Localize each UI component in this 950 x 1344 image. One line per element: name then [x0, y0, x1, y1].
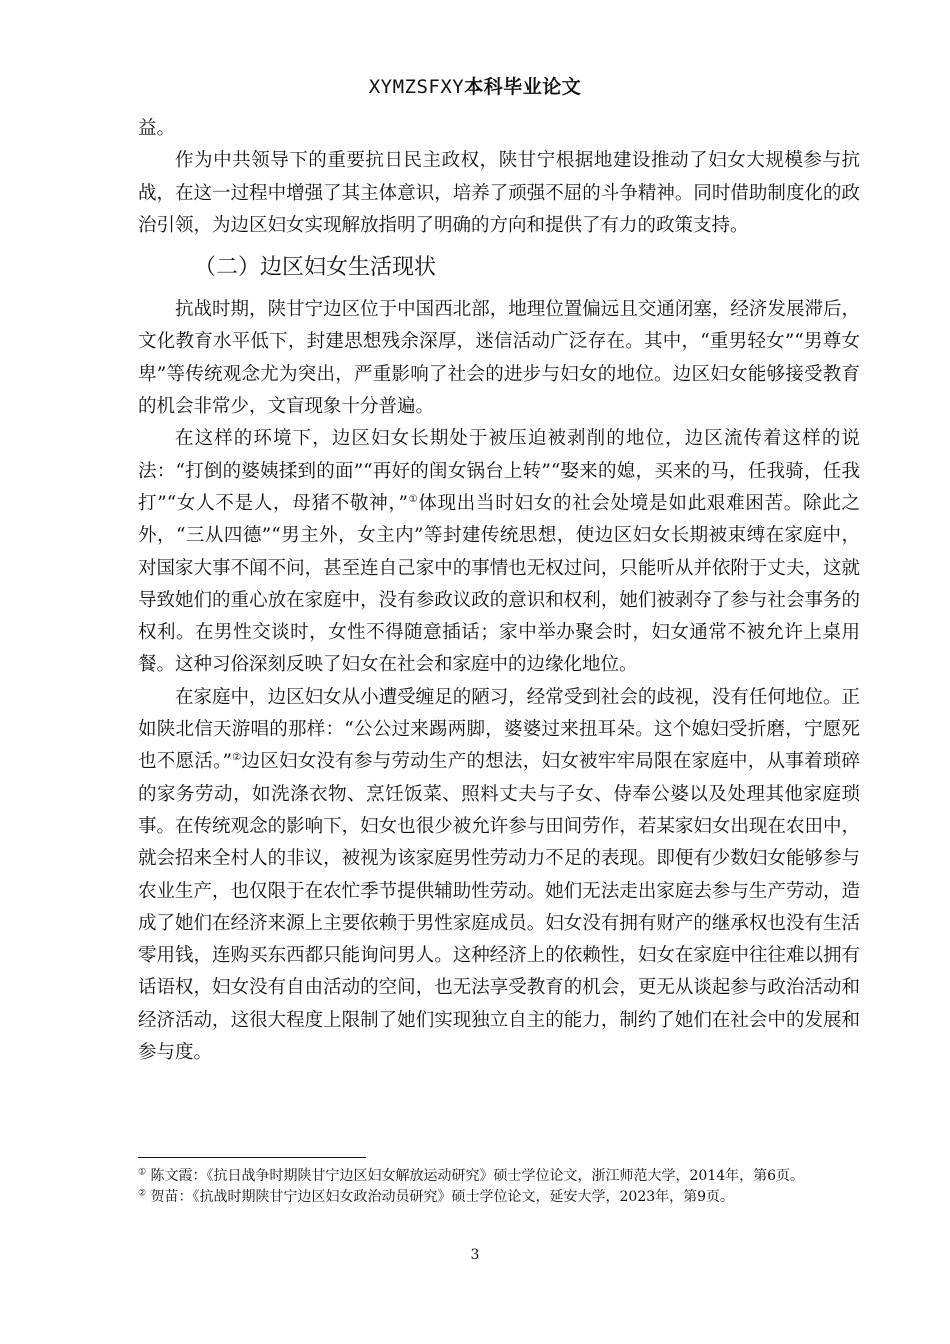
paragraph-3 [138, 423, 860, 681]
paragraph-2: 抗战时期，陕甘宁边区位于中国西北部，地理位置偏远且交通闭塞，经济发展滞后，文化教育水平低下，封建思想残余深厚，迷信活动广泛存在。其中，“重男轻女”“男尊女卑”等传统观念尤为突出，严重影响了社会的进步与妇女的地位。边区妇女能够接受教育的机会非常少，文盲现象十分普遍。 [138, 299, 860, 418]
footnote-ref-1[interactable]: ① [407, 493, 419, 505]
paragraph-3-part-a: 在这样的环境下，边区妇女长期处于被压迫被剥削的地位，边区流传着这样的说法：“打倒的婆姨揉到的面”“再好的闺女锅台上转”“娶来的媳，买来的马，任我骑，任我打”“女人不是人，母猪不敬神，” [138, 428, 860, 514]
header-thesis-title: 本科毕业论文 [464, 76, 582, 98]
section-heading: （二）边区妇女生活现状 [194, 255, 437, 281]
footnote-divider [138, 1157, 366, 1158]
footnote-1 [138, 1166, 860, 1187]
page-header [0, 72, 950, 99]
footnotes [138, 1166, 860, 1208]
paragraph-4-part-a: 在家庭中，边区妇女从小遭受缠足的陋习，经常受到社会的歧视，没有任何地位。正如陕北信天游唱的那样：“公公过来踢两脚，婆婆过来扭耳朵。这个媳妇受折磨，宁愿死也不愿活。” [138, 686, 860, 773]
paragraph-4 [138, 682, 860, 1070]
paragraph-1: 作为中共领导下的重要抗日民主政权，陕甘宁根据地建设推动了妇女大规模参与抗战，在这一过程中增强了其主体意识，培养了顽强不屈的斗争精神。同时借助制度化的政治引领，为边区妇女实现解放指明了明确的方向和提供了有力的政策支持。 [138, 150, 860, 236]
body-text [138, 113, 860, 1069]
paragraph-3-part-b: 体现出当时妇女的社会处境是如此艰难困苦。除此之外，“三从四德”“男主外，女主内”等封建传统思想，使边区妇女长期被束缚在家庭中，对国家大事不闻不问，甚至连自己家中的事情也无权过问，只能听从并依附于丈夫，这就导致她们的重心放在家庭中，没有参政议政的意识和权利，她们被剥夺了参与社会事务的权利。在男性交谈时，女性不得随意插话；家中举办聚会时，妇女通常不被允许上桌用餐。这种习俗深刻反映了妇女在社会和家庭中的边缘化地位。 [138, 492, 860, 676]
footnote-1-mark: ① [138, 1167, 147, 1178]
footnote-ref-2[interactable]: ② [231, 752, 242, 764]
paragraph-4-part-b: 边区妇女没有参与劳动生产的想法，妇女被牢牢局限在家庭中，从事着琐碎的家务劳动，如洗涤衣物、烹饪饭菜、照料丈夫与子女、侍奉公婆以及处理其他家庭琐事。在传统观念的影响下，妇女也很少被允许参与田间劳作，若某家妇女出现在农田中，就会招来全村人的非议，被视为该家庭男性劳动力不足的表现。即便有少数妇女能够参与农业生产，也仅限于在农忙季节提供辅助性劳动。她们无法走出家庭去参与生产劳动，造成了她们在经济来源上主要依赖于男性家庭成员。妇女没有拥有财产的继承权也没有生活零用钱，连购买东西都只能询问男人。这种经济上的依赖性，妇女在家庭中往往难以拥有话语权，妇女没有自由活动的空间，也无法享受教育的机会，更无从谈起参与政治活动和经济活动，这很大程度上限制了她们实现独立自主的能力，制约了她们在社会中的发展和参与度。 [138, 751, 860, 1064]
footnote-2-mark: ② [138, 1188, 147, 1199]
footnote-2-text: 贺苗：《抗战时期陕甘宁边区妇女政治动员研究》硕士学位论文，延安大学，2023年，第9页。 [146, 1189, 735, 1205]
header-school-code: XYMZSFXY [368, 76, 465, 98]
page-number: 3 [470, 1247, 480, 1263]
footnote-1-text: 陈文霞：《抗日战争时期陕甘宁边区妇女解放运动研究》硕士学位论文，浙江师范大学，2014年，第6页。 [146, 1168, 805, 1184]
paragraph-continuation: 益。 [138, 118, 176, 139]
footnote-2 [138, 1187, 860, 1208]
